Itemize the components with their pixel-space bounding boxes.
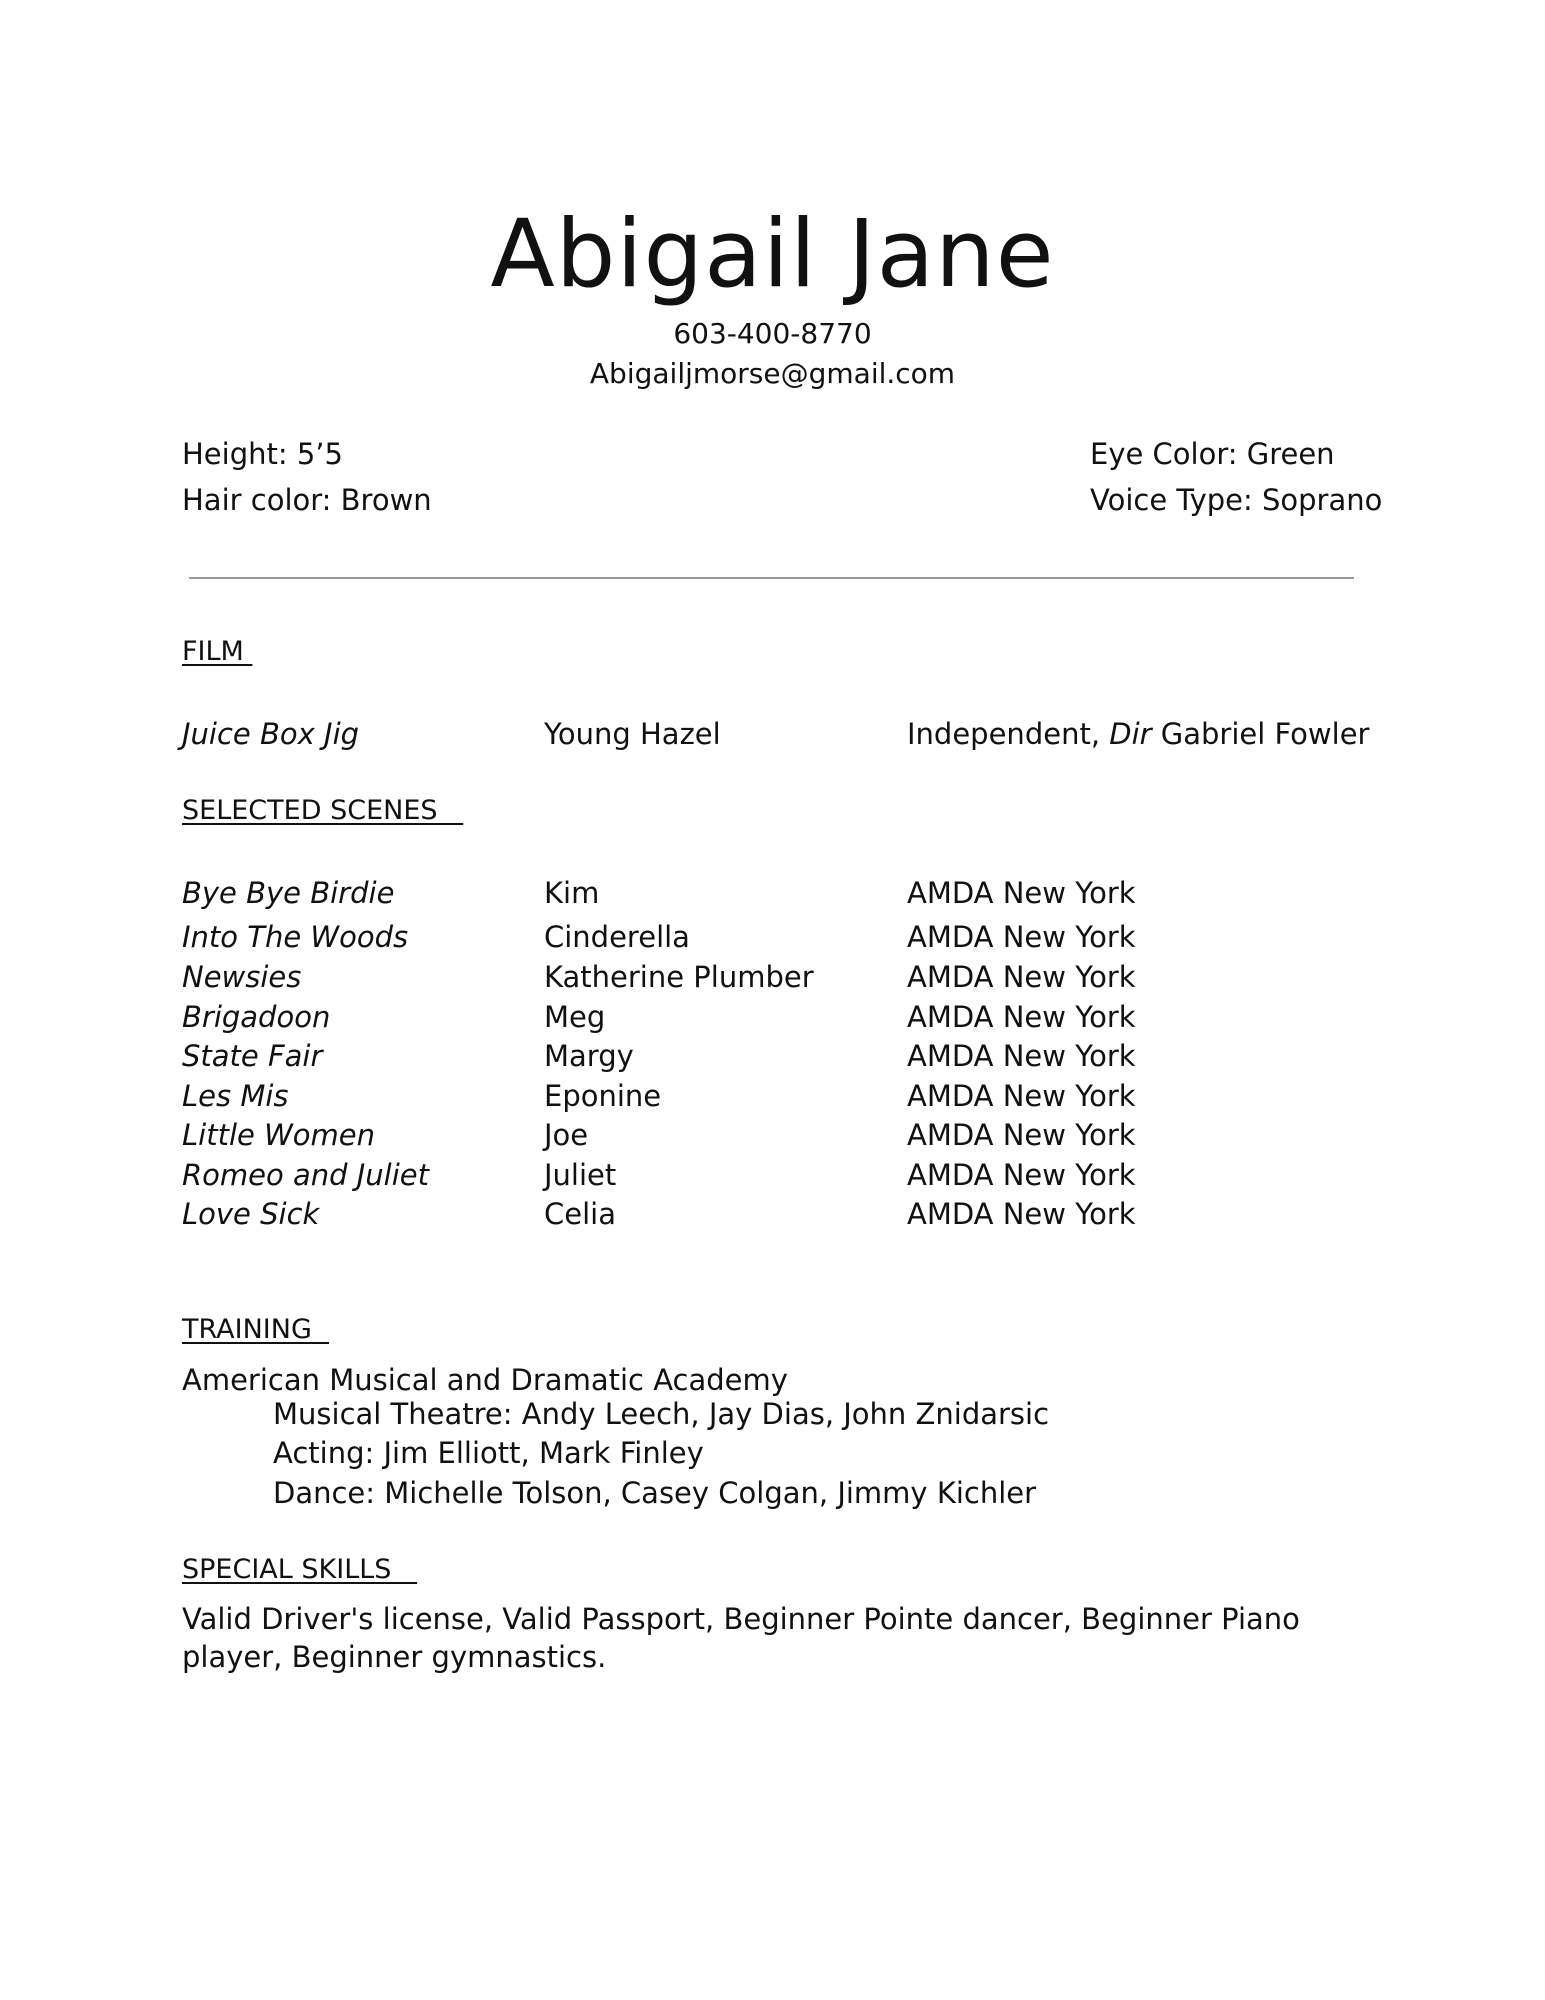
training-detail: Musical Theatre: Andy Leech, Jay Dias, John Znidarsic <box>273 1397 1050 1431</box>
credit-role: Meg <box>544 1000 606 1034</box>
training-detail: Acting: Jim Elliott, Mark Finley <box>273 1436 704 1470</box>
credit-row <box>182 1155 1382 1195</box>
credit-company: AMDA New York <box>907 960 1136 994</box>
credit-role: Cinderella <box>544 920 690 954</box>
stat-hair-color: Hair color: Brown <box>182 483 432 517</box>
credit-row <box>182 714 1382 754</box>
credit-row <box>182 1076 1382 1116</box>
credit-title: Little Women <box>182 1118 375 1152</box>
credit-role: Margy <box>544 1039 634 1073</box>
training-school: American Musical and Dramatic Academy <box>182 1363 788 1397</box>
credit-company: AMDA New York <box>907 1197 1136 1231</box>
credit-row <box>182 997 1382 1037</box>
credit-title: State Fair <box>182 1039 323 1073</box>
credit-role: Joe <box>544 1118 589 1152</box>
credit-role: Juliet <box>544 1158 617 1192</box>
credit-role: Katherine Plumber <box>544 960 814 994</box>
resume-name: Abigail Jane <box>490 200 1055 309</box>
credit-company: AMDA New York <box>907 1158 1136 1192</box>
stat-height: Height: 5’5 <box>182 437 343 471</box>
credit-row <box>182 873 1382 913</box>
credit-title: Les Mis <box>182 1079 289 1113</box>
credit-company <box>907 714 1369 754</box>
credit-dir-label: Dir <box>1109 717 1152 751</box>
section-heading-film: FILM <box>182 636 253 667</box>
credit-role: Young Hazel <box>544 717 721 751</box>
credit-row <box>182 1115 1382 1155</box>
credit-row <box>182 957 1382 997</box>
stat-eye-color: Eye Color: Green <box>1090 437 1335 471</box>
credit-row <box>182 1036 1382 1076</box>
credit-director: Gabriel Fowler <box>1151 717 1370 751</box>
phone-number: 603-400-8770 <box>673 317 872 350</box>
special-skills-text: Valid Driver's license, Valid Passport, Beginner Pointe dancer, Beginner Piano player, Beginner gymnastics. <box>182 1602 1300 1674</box>
credit-role: Kim <box>544 876 600 910</box>
credit-title: Romeo and Juliet <box>182 1158 429 1192</box>
section-heading-special-skills: SPECIAL SKILLS <box>182 1554 418 1585</box>
credit-company: AMDA New York <box>907 1079 1136 1113</box>
credit-company: AMDA New York <box>907 1000 1136 1034</box>
credit-title: Bye Bye Birdie <box>182 876 395 910</box>
credit-company: AMDA New York <box>907 920 1136 954</box>
credit-title: Brigadoon <box>182 1000 331 1034</box>
horizontal-divider <box>189 577 1354 579</box>
section-heading-training: TRAINING <box>182 1314 330 1345</box>
section-heading-selected-scenes: SELECTED SCENES <box>182 795 464 826</box>
credit-title: Into The Woods <box>182 920 409 954</box>
credit-title: Juice Box Jig <box>182 717 360 751</box>
credit-row <box>182 1194 1382 1234</box>
credit-role: Celia <box>544 1197 616 1231</box>
stat-voice-type: Voice Type: Soprano <box>1090 483 1383 517</box>
credit-company: AMDA New York <box>907 876 1136 910</box>
credit-company-name: Independent, <box>907 717 1110 751</box>
credit-title: Newsies <box>182 960 302 994</box>
credit-title: Love Sick <box>182 1197 320 1231</box>
email-address: Abigailjmorse@gmail.com <box>589 357 956 390</box>
credit-row <box>182 917 1382 957</box>
credit-company: AMDA New York <box>907 1039 1136 1073</box>
training-detail: Dance: Michelle Tolson, Casey Colgan, Jimmy Kichler <box>273 1476 1037 1510</box>
credit-company: AMDA New York <box>907 1118 1136 1152</box>
credit-role: Eponine <box>544 1079 662 1113</box>
